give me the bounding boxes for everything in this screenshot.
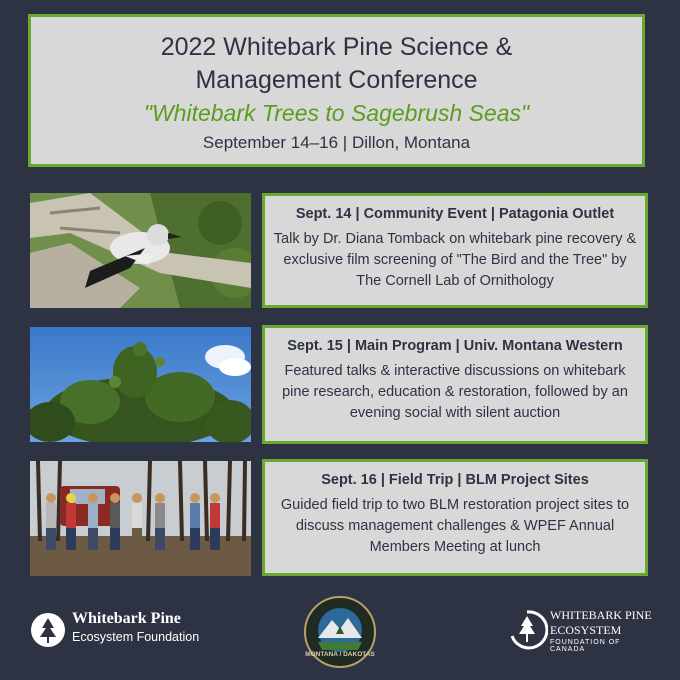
clarks-nutcracker-photo xyxy=(30,193,251,308)
event-card-sept-15 xyxy=(262,325,648,444)
event-description: Featured talks & interactive discussions on whitebark pine research, education & restoration, followed by an evening social with silent auction xyxy=(282,363,628,421)
event-title: Sept. 16 | Field Trip | BLM Project Sites xyxy=(321,472,589,488)
wpef-name-line2: Ecosystem Foundation xyxy=(72,630,200,644)
event-card-sept-14 xyxy=(262,193,648,308)
wpef-name-line1: Whitebark Pine xyxy=(72,610,181,627)
pine-tree-icon xyxy=(30,612,66,648)
canada-name-line3: FOUNDATION OF CANADA xyxy=(550,639,621,653)
blm-ring-text: MONTANA / DAKOTAS xyxy=(305,651,375,658)
event-description: Guided field trip to two BLM restoration project sites to discuss management challenges & WPEF Annual Members Meeting at lunch xyxy=(280,497,630,555)
event-description: Talk by Dr. Diana Tomback on whitebark pine recovery & exclusive film screening of "The Bird and the Tree" by The Cornell Lab of Ornithology xyxy=(273,231,637,289)
pine-tree-photo xyxy=(30,327,251,442)
title-line-1: 2022 Whitebark Pine Science & xyxy=(160,33,513,61)
field-crew-photo xyxy=(30,461,251,576)
wpef-canada-logo xyxy=(506,604,656,658)
event-title: Sept. 14 | Community Event | Patagonia Outlet xyxy=(295,206,615,222)
canada-name-line2: ECOSYSTEM xyxy=(550,623,622,637)
event-title: Sept. 15 | Main Program | Univ. Montana Western xyxy=(287,338,623,354)
canada-name-line1: WHITEBARK PINE xyxy=(550,608,652,622)
title-line-2: Management Conference xyxy=(195,66,478,94)
event-card-sept-16 xyxy=(262,459,648,576)
date-location: September 14–16 | Dillon, Montana xyxy=(202,133,471,152)
wpef-logo xyxy=(30,608,230,652)
blm-badge-logo xyxy=(302,596,378,668)
subtitle: "Whitebark Trees to Sagebrush Seas" xyxy=(143,100,530,126)
tree-circle-icon xyxy=(506,606,548,654)
header-panel xyxy=(28,14,645,167)
